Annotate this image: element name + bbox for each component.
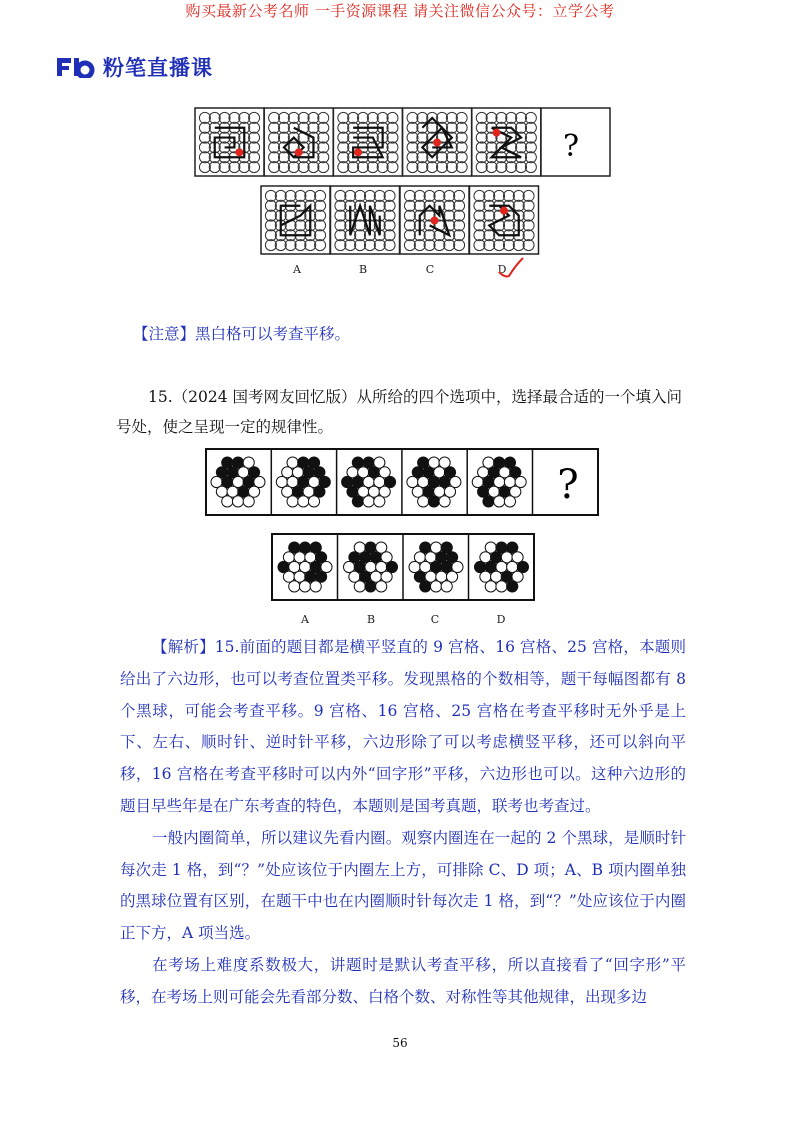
question-15 xyxy=(116,382,686,442)
option-label-c: C xyxy=(425,263,435,276)
option-label-b: B xyxy=(358,263,368,276)
top-banner: 购买最新公考名师 一手资源课程 请关注微信公众号：立学公考 xyxy=(185,2,615,20)
brand-logo xyxy=(57,54,213,80)
white-ball xyxy=(243,496,254,507)
white-ball xyxy=(376,581,387,592)
option-label-a: A xyxy=(293,263,301,276)
question-cell-5 xyxy=(472,108,541,176)
red-dot xyxy=(500,207,508,215)
question-cell-1 xyxy=(195,108,264,176)
option-label-d-2: D xyxy=(496,613,506,626)
white-ball xyxy=(354,581,365,592)
white-ball xyxy=(439,496,450,507)
figure-2 xyxy=(205,448,605,630)
note-text: 黑白格可以考查平移。 xyxy=(195,325,351,343)
option-cell-1 xyxy=(261,186,330,254)
option-label-b-2: B xyxy=(366,613,376,626)
white-ball xyxy=(485,581,496,592)
question-cell-3 xyxy=(333,108,402,176)
white-ball xyxy=(298,496,309,507)
analysis-label: 【解析】 xyxy=(152,638,215,656)
question-mark-2: ? xyxy=(557,462,579,508)
black-ball xyxy=(428,496,439,507)
question-cell-4 xyxy=(403,108,472,176)
note-label: 【注意】 xyxy=(133,325,196,343)
red-dot xyxy=(433,139,441,147)
black-ball xyxy=(483,496,494,507)
white-ball xyxy=(504,496,515,507)
option-label-a-2: A xyxy=(301,613,309,626)
question-mark: ? xyxy=(562,129,580,164)
white-ball xyxy=(441,581,452,592)
white-ball xyxy=(299,581,310,592)
red-dot xyxy=(295,148,303,156)
black-ball xyxy=(507,581,518,592)
note xyxy=(133,322,350,344)
fb-logo-icon xyxy=(57,56,97,78)
white-ball xyxy=(289,581,300,592)
analysis-paragraph-1 xyxy=(120,632,686,823)
white-ball xyxy=(494,496,505,507)
option-label-d: D xyxy=(497,263,507,276)
red-dot xyxy=(492,129,500,137)
analysis-p1-text: 15.前面的题目都是横平竖直的 9 宫格、16 宫格、25 宫格，本题则给出了六边形，也可以考查位置类平移。发现黑格的个数相等，题干每幅图都有 8 个黑球，可能会考查平移。9 宫格、16 宫格、25 宫格在考查平移时无外乎是上下、左右、顺时针、逆时针平移，六边形除了可以考虑横竖平移，还可以斜向平移，16 宫格在考查平移时可以内外“回字形”平移，六边形也可以。这种六边形的题目早些年是在广东考查的特色，本题则是国考真题，联考也考查过。 xyxy=(120,638,686,815)
red-dot xyxy=(354,148,362,156)
white-ball xyxy=(496,581,507,592)
black-ball xyxy=(352,496,363,507)
black-ball xyxy=(365,581,376,592)
question-cell-2 xyxy=(264,108,333,176)
white-ball xyxy=(363,496,374,507)
red-dot xyxy=(235,148,243,156)
option-cell-3 xyxy=(400,186,469,254)
white-ball xyxy=(222,496,233,507)
figure-1 xyxy=(193,106,611,278)
logo-text: 粉笔直播课 xyxy=(103,56,213,80)
analysis-paragraph-2: 一般内圈简单，所以建议先看内圈。观察内圈连在一起的 2 个黑球，是顺时针每次走 1 格，到“？”处应该位于内圈左上方，可排除 C、D 项；A、B 项内圈单独的黑球位置有区别，在题干中也在内圈顺时针每次走 1 格，到“？”处应该位于内圈正下方，A 项当选。 xyxy=(120,828,686,943)
white-ball xyxy=(232,496,243,507)
option-cell-2 xyxy=(331,186,400,254)
white-ball xyxy=(430,581,441,592)
page-number: 56 xyxy=(392,1036,408,1050)
white-ball xyxy=(418,496,429,507)
white-ball xyxy=(287,496,298,507)
analysis xyxy=(120,632,686,1014)
option-cell-4 xyxy=(470,186,539,254)
white-ball xyxy=(308,496,319,507)
white-ball xyxy=(310,581,321,592)
analysis-paragraph-3: 在考场上难度系数极大，讲题时是默认考查平移，所以直接看了“回字形”平移，在考场上则可能会先看部分数、白格个数、对称性等其他规律，出现多边 xyxy=(120,955,686,1006)
question-15-text: 15.（2024 国考网友回忆版）从所给的四个选项中，选择最合适的一个填入问号处，使之呈现一定的规律性。 xyxy=(116,388,683,436)
black-ball xyxy=(420,581,431,592)
red-dot xyxy=(431,217,439,225)
option-label-c-2: C xyxy=(430,613,440,626)
white-ball xyxy=(374,496,385,507)
